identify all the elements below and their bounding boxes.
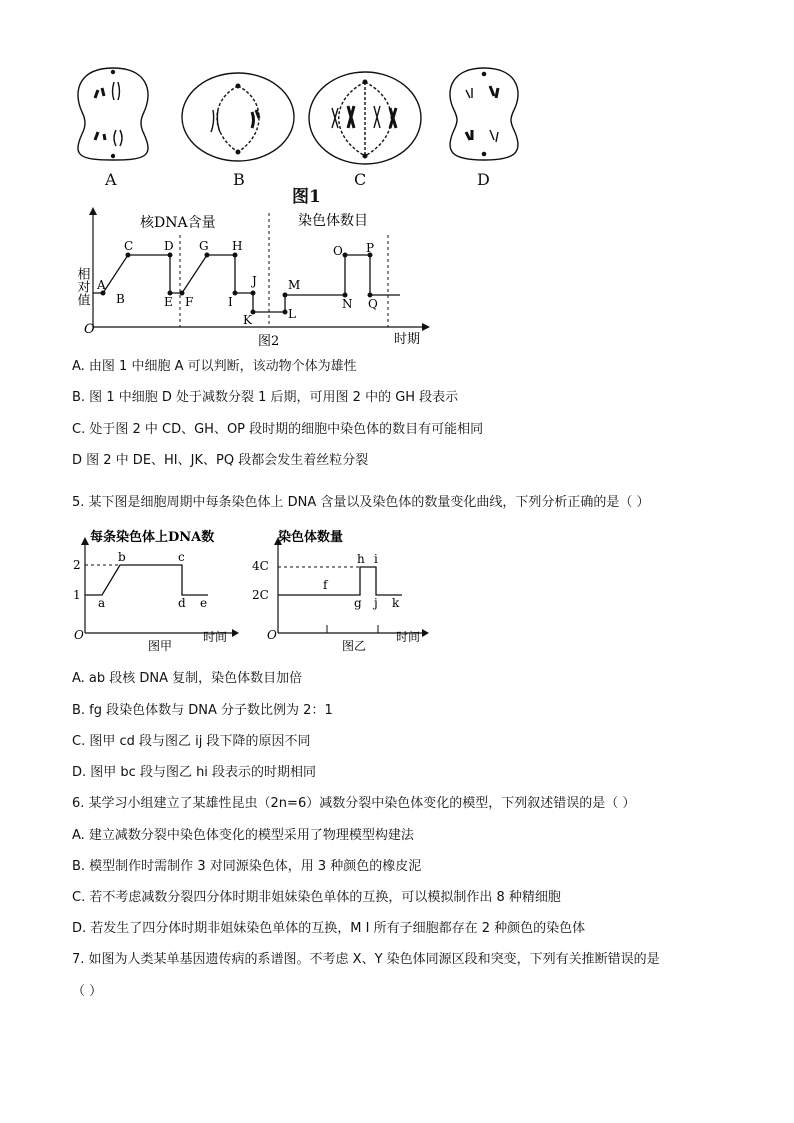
fig2-ylabel: 相对值 [74,267,90,306]
fig2-point-l: L [288,307,296,321]
fig2-origin: O [84,322,95,337]
fig2-xlabel: 时期 [394,332,421,347]
q5-option-b: B. fg 段染色体数与 DNA 分子数比例为 2：1 [72,703,333,718]
jia-ytick-1: 1 [73,588,81,602]
q6-option-c: C. 若不考虑减数分裂四分体时期非姐妹染色单体的互换，可以模拟制作出 8 种精细胞 [72,890,561,905]
fig2-section-dna: 核DNA含量 [140,215,216,231]
fig2-point-h: H [232,239,243,253]
fig2-point-i: I [228,295,233,309]
cell-a [78,68,148,160]
fig2-section-chromosome: 染色体数目 [298,213,368,229]
fig2-point-p: P [366,241,375,255]
cell-label-a: A [105,170,117,189]
jia-point-d: d [178,596,186,610]
cell-label-b: B [233,170,245,189]
figure-1 [60,60,530,207]
jia-point-b: b [118,550,126,564]
fig2-point-a: A [97,278,106,292]
jia-ytick-2: 2 [73,558,81,572]
cell-d [450,68,518,160]
q6-stem: 6. 某学习小组建立了某雄性昆虫（2n=6）减数分裂中染色体变化的模型，下列叙述错误的是（ ） [72,796,636,811]
fig2-point-n: N [342,297,353,311]
fig2-point-m: M [288,278,301,292]
fig2-point-j: J [252,274,257,288]
q5-chart-yi [250,525,430,655]
yi-point-j: j [374,596,378,610]
q5-stem: 5. 某下图是细胞周期中每条染色体上 DNA 含量以及染色体的数量变化曲线，下列分析正确的是（ ） [72,495,650,510]
fig2-x-arrow [422,323,430,331]
q5-option-d: D. 图甲 bc 段与图乙 hi 段表示的时期相同 [72,765,317,780]
yi-title: 染色体数量 [278,530,344,545]
yi-origin: O [267,628,277,642]
fig2-point-o: O [333,244,343,258]
jia-point-c: c [178,550,185,564]
fig2-point-k: K [243,313,252,327]
q5-option-a: A. ab 段核 DNA 复制，染色体数目加倍 [72,671,303,686]
jia-xlabel: 时间 [203,630,228,644]
yi-point-i: i [374,552,378,566]
yi-point-f: f [323,578,328,592]
cell-label-c: C [354,170,367,189]
q7-paren: （ ） [72,984,103,999]
cell-b [182,73,294,161]
fig2-point-q: Q [368,297,378,311]
q4-option-b: B. 图 1 中细胞 D 处于减数分裂 1 后期，可用图 2 中的 GH 段表示 [72,390,459,405]
jia-curve [85,565,208,595]
cell-c [309,72,421,164]
q6-option-a: A. 建立减数分裂中染色体变化的模型采用了物理模型构建法 [72,828,414,843]
figure-1-title: 图1 [292,187,321,207]
yi-curve [278,567,402,595]
fig2-curve [93,255,400,312]
fig2-point-d: D [164,239,174,253]
jia-point-a: a [98,596,106,610]
figure-2-graph [60,205,440,350]
fig2-point-g: G [199,239,209,253]
fig2-point-e: E [164,295,173,309]
q5-option-c: C. 图甲 cd 段与图乙 ij 段下降的原因不同 [72,734,311,749]
yi-point-g: g [354,596,362,610]
q6-option-b: B. 模型制作时需制作 3 对同源染色体，用 3 种颜色的橡皮泥 [72,859,422,874]
fig2-y-arrow [89,207,97,215]
cell-label-d: D [477,170,490,189]
q6-option-d: D. 若发生了四分体时期非姐妹染色单体的互换，M Ⅰ 所有子细胞都存在 2 种颜色的染色体 [72,921,586,936]
q5-chart-jia [70,525,240,655]
yi-xlabel: 时间 [396,630,421,644]
yi-point-k: k [392,596,400,610]
figure-1-cells [60,60,530,200]
fig2-caption: 图2 [258,334,280,349]
yi-ytick-4c: 4C [252,559,269,573]
fig2-point-b: B [116,292,125,306]
q4-option-a: A. 由图 1 中细胞 A 可以判断，该动物个体为雄性 [72,359,357,374]
yi-point-h: h [357,552,365,566]
q4-option-d: D 图 2 中 DE、HI、JK、PQ 段都会发生着丝粒分裂 [72,453,369,468]
jia-origin: O [74,628,84,642]
jia-point-e: e [200,596,208,610]
fig2-point-f: F [185,295,194,309]
q7-stem: 7. 如图为人类某单基因遗传病的系谱图。不考虑 X、Y 染色体同源区段和突变，下列有关推断错误的是 [72,952,660,967]
yi-caption: 图乙 [342,639,367,653]
yi-ytick-2c: 2C [252,588,269,602]
jia-title: 每条染色体上DNA数 [90,530,215,545]
q4-option-c: C. 处于图 2 中 CD、GH、OP 段时期的细胞中染色体的数目有可能相同 [72,422,484,437]
jia-caption: 图甲 [148,639,173,653]
fig2-point-c: C [124,239,134,253]
fig2-points [101,253,373,315]
